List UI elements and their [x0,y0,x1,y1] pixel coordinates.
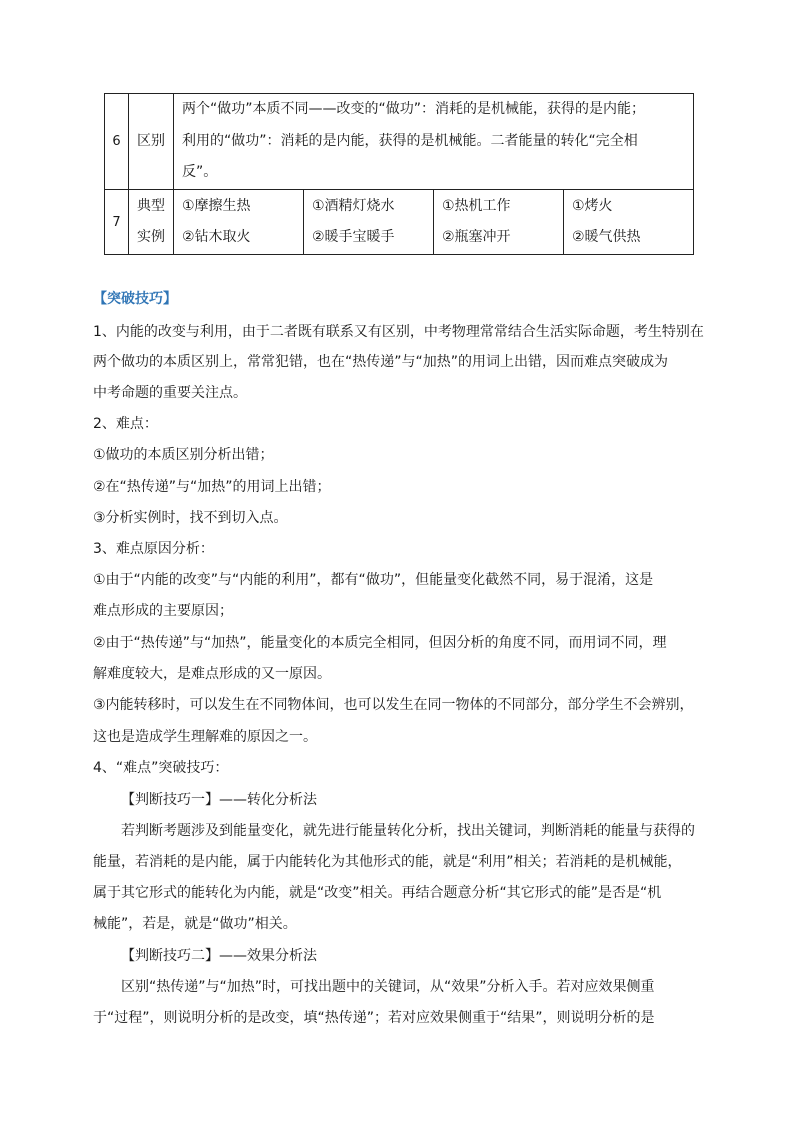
paragraph-line: 4、“难点”突破技巧： [93,760,229,776]
paragraph-line: 属于其它形式的能转化为内能，就是“改变”相关。再结合题意分析“其它形式的能”是否是“机 [93,885,662,901]
row-category: 区别 [129,94,174,190]
description-line: 反”。 [182,164,218,181]
paragraph-line: 【判断技巧一】——转化分析法 [121,792,317,808]
example-item: ②瓶塞冲开 [442,229,511,245]
paragraph-line: 若判断考题涉及到能量变化，就先进行能量转化分析，找出关键词，判断消耗的能量与获得的 [121,823,695,839]
table-row [105,94,694,190]
row-number: 6 [105,94,129,190]
description-line: 利用的“做功”：消耗的是内能，获得的是机械能。二者能量的转化“完全相 [182,132,638,149]
example-item: ①酒精灯烧水 [312,198,395,214]
paragraph-line: ②由于“热传递”与“加热”，能量变化的本质完全相同，但因分析的角度不同，而用词不同，理 [93,635,667,651]
row-number: 7 [105,190,129,255]
paragraph-line: 于“过程”，则说明分析的是改变，填“热传递”；若对应效果侧重于“结果”，则说明分析的是 [93,1010,655,1026]
paragraph-line: ①做功的本质区别分析出错； [93,447,274,463]
example-item: ②暖气供热 [572,229,641,245]
paragraph-line: 这也是造成学生理解难的原因之一。 [93,729,317,745]
paragraph-line: 械能”，若是，就是“做功”相关。 [93,916,297,932]
example-cell [564,190,694,255]
paragraph-line: 1、内能的改变与利用，由于二者既有联系又有区别，中考物理常常结合生活实际命题，考生特别在 [93,324,704,340]
paragraph-line: ①由于“内能的改变”与“内能的利用”，都有“做功”，但能量变化截然不同，易于混淆，这是 [93,572,654,588]
example-item: ②暖手宝暖手 [312,229,395,245]
example-cell [434,190,564,255]
paragraph-line: 3、难点原因分析： [93,541,214,557]
paragraph-line: ③内能转移时，可以发生在不同物体间，也可以发生在同一物体的不同部分，部分学生不会辨别， [93,697,694,713]
description-line: 两个“做功”本质不同——改变的“做功”：消耗的是机械能，获得的是内能； [182,101,646,118]
paragraph-line: ③分析实例时，找不到切入点。 [93,510,288,526]
paragraph-line: 【判断技巧二】——效果分析法 [121,948,317,964]
row-category [129,190,174,255]
paragraph-line: 两个做功的本质区别上，常常犯错，也在“热传递”与“加热”的用词上出错，因而难点突破成为 [93,354,669,370]
example-item: ②钻木取火 [182,229,251,245]
example-item: ①热机工作 [442,198,511,214]
paragraph-line: 区别“热传递”与“加热”时，可找出题中的关键词，从“效果”分析入手。若对应效果侧重 [121,979,655,995]
example-cell [174,190,304,255]
paragraph-line: 能量，若消耗的是内能，属于内能转化为其他形式的能，就是“利用”相关；若消耗的是机械能， [93,854,682,870]
example-item: ①烤火 [572,198,613,214]
section-heading: 【突破技巧】 [93,291,177,307]
example-item: ①摩擦生热 [182,198,251,214]
example-cell [304,190,434,255]
paragraph-line: 中考命题的重要关注点。 [93,385,247,401]
row-description [174,94,694,190]
paragraph-line: 难点形成的主要原因； [93,603,233,619]
table-row [105,190,694,255]
category-line: 典型 [137,198,165,214]
paragraph-line: ②在“热传递”与“加热”的用词上出错； [93,479,331,495]
category-line: 实例 [137,229,165,245]
comparison-table [104,93,694,255]
paragraph-line: 2、难点： [93,416,158,432]
paragraph-line: 解难度较大，是难点形成的又一原因。 [93,666,331,682]
